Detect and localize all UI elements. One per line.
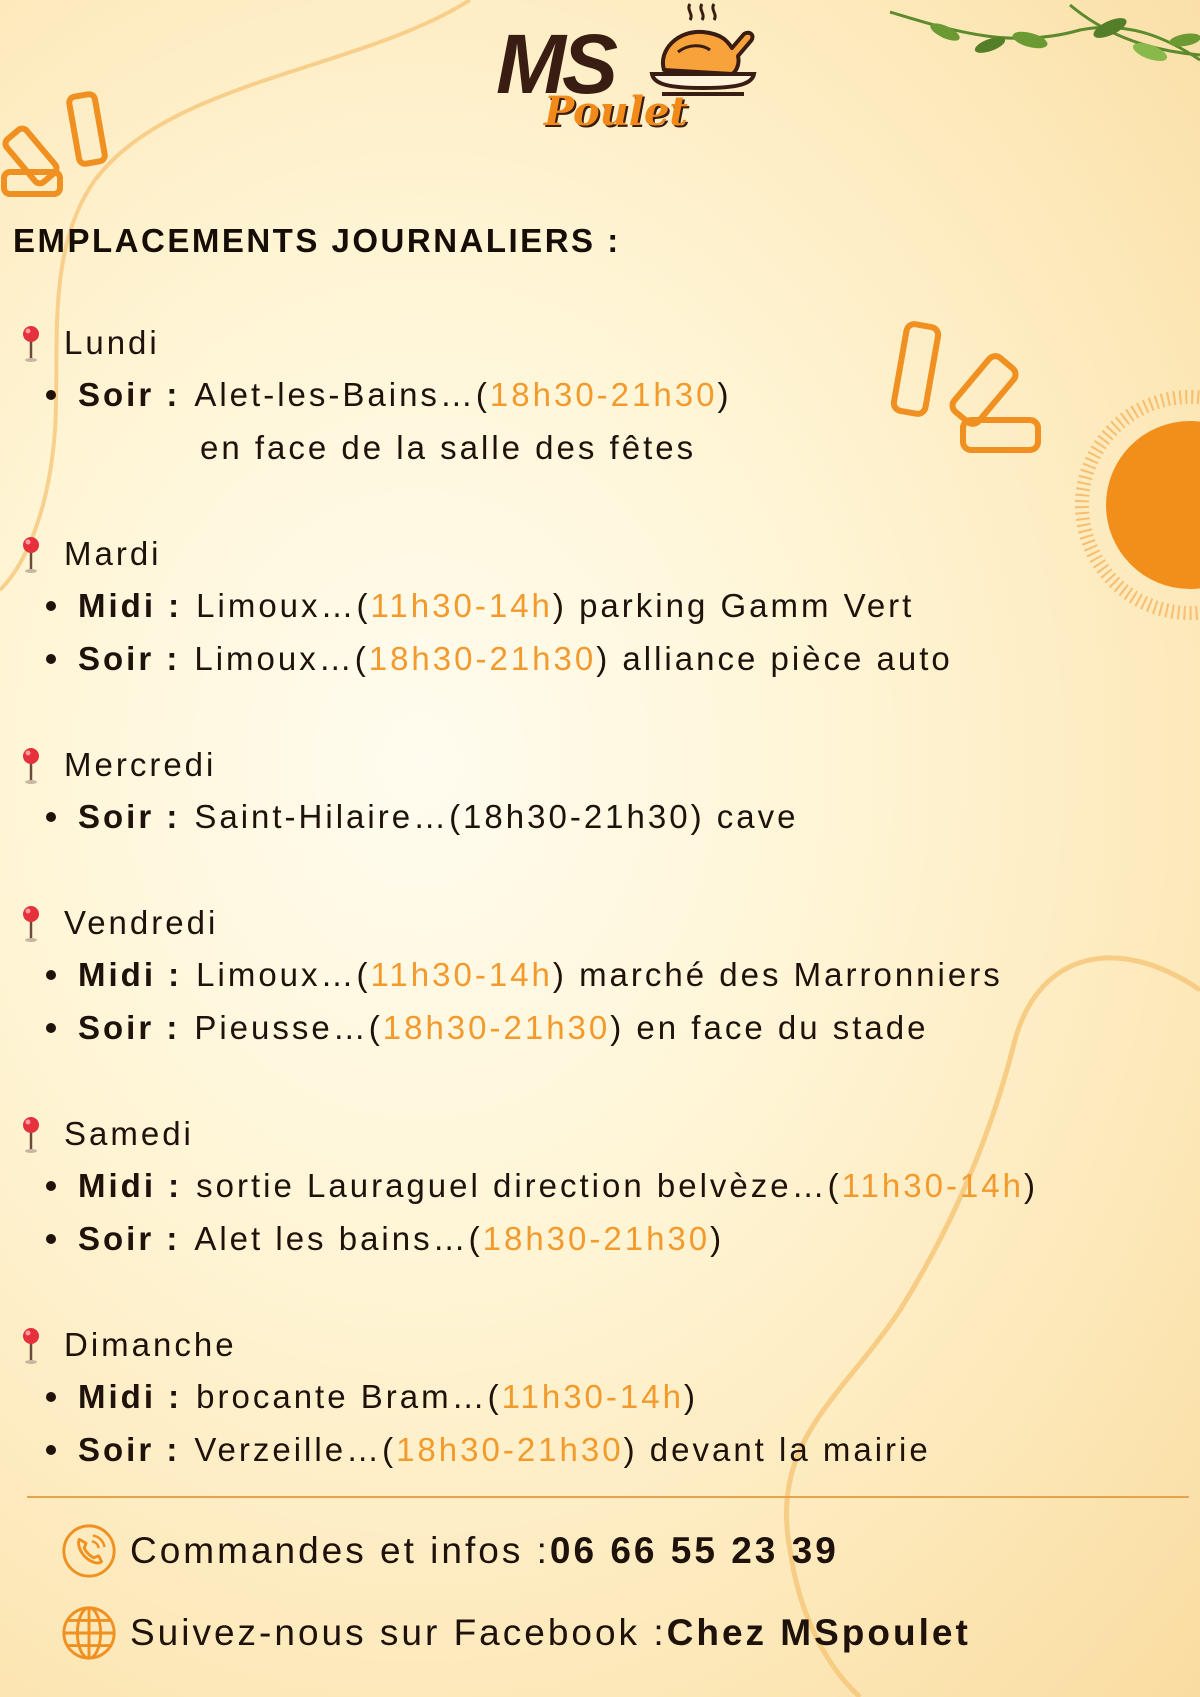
time-slot xyxy=(18,579,1178,632)
slot-hours: 18h30-21h30 xyxy=(396,1430,624,1468)
time-slot xyxy=(18,1423,1178,1476)
bullet xyxy=(46,1392,56,1402)
day-name: Lundi xyxy=(64,324,160,361)
day-2 xyxy=(18,740,1178,843)
map-pin-icon xyxy=(18,535,44,573)
slot-tail: ) devant la mairie xyxy=(623,1430,931,1468)
logo-ms: MS xyxy=(496,17,614,111)
map-pin-icon xyxy=(18,324,44,362)
day-1 xyxy=(18,529,1178,685)
map-pin-icon xyxy=(18,746,44,784)
slot-label: Soir : xyxy=(78,1430,181,1468)
facebook-label: Suivez-nous sur Facebook : xyxy=(130,1612,667,1653)
slot-label: Midi : xyxy=(78,955,183,993)
slot-label: Midi : xyxy=(78,1377,183,1415)
day-header xyxy=(18,898,1178,948)
slot-hours: 11h30-14h xyxy=(370,955,553,993)
bullet xyxy=(46,1181,56,1191)
logo-poulet: Poulet xyxy=(544,88,688,135)
slot-place: Limoux…( xyxy=(194,639,369,677)
slot-tail: ) alliance pièce auto xyxy=(596,639,953,677)
day-header xyxy=(18,318,1178,368)
roast-chicken-icon xyxy=(648,0,758,100)
slot-place: Saint-Hilaire…(18h30-21h30) cave xyxy=(194,797,799,835)
day-5 xyxy=(18,1320,1178,1476)
phone-icon xyxy=(60,1522,118,1580)
slot-place: brocante Bram…( xyxy=(196,1377,502,1415)
slot-label: Soir : xyxy=(78,1219,181,1257)
time-slot xyxy=(18,948,1178,1001)
day-header xyxy=(18,529,1178,579)
slot-tail: ) marché des Marronniers xyxy=(552,955,1003,993)
time-slot xyxy=(18,368,1178,421)
slot-label: Midi : xyxy=(78,586,183,624)
leaves-top-right xyxy=(890,5,1200,65)
slot-tail: ) xyxy=(717,375,732,413)
time-slot xyxy=(18,1212,1178,1265)
day-header xyxy=(18,1320,1178,1370)
day-header xyxy=(18,740,1178,790)
bullet xyxy=(46,601,56,611)
contact-facebook xyxy=(60,1603,971,1663)
slot-hours: 18h30-21h30 xyxy=(368,639,597,677)
bullet xyxy=(46,390,56,400)
day-3 xyxy=(18,898,1178,1054)
contact-phone xyxy=(60,1521,839,1581)
slot-place: Limoux…( xyxy=(196,586,371,624)
phone-number[interactable]: 06 66 55 23 39 xyxy=(549,1530,839,1571)
bullet xyxy=(46,812,56,822)
slot-place: Verzeille…( xyxy=(194,1430,397,1468)
day-name: Dimanche xyxy=(64,1326,237,1363)
slot-tail: ) xyxy=(683,1377,698,1415)
bullet xyxy=(46,1445,56,1455)
phone-label: Commandes et infos : xyxy=(130,1530,550,1571)
time-slot xyxy=(18,1370,1178,1423)
slot-hours: 11h30-14h xyxy=(370,586,553,624)
bullet xyxy=(46,1234,56,1244)
slot-extra: en face de la salle des fêtes xyxy=(200,428,697,466)
slot-label: Midi : xyxy=(78,1166,183,1204)
slot-hours: 18h30-21h30 xyxy=(489,375,718,413)
day-name: Mercredi xyxy=(64,746,217,783)
slot-place: Pieusse…( xyxy=(194,1008,383,1046)
time-slot xyxy=(18,632,1178,685)
time-slot xyxy=(18,790,1178,843)
day-4 xyxy=(18,1109,1178,1265)
day-name: Samedi xyxy=(64,1115,194,1152)
map-pin-icon xyxy=(18,1326,44,1364)
slot-tail: ) xyxy=(1024,1166,1038,1204)
slot-label: Soir : xyxy=(78,639,181,677)
slot-hours: 11h30-14h xyxy=(501,1377,684,1415)
logo xyxy=(490,0,770,150)
slot-place: sortie Lauraguel direction belvèze…( xyxy=(196,1166,842,1204)
slot-hours: 18h30-21h30 xyxy=(382,1008,611,1046)
slot-hours: 11h30-14h xyxy=(841,1166,1024,1204)
slot-label: Soir : xyxy=(78,1008,181,1046)
day-header xyxy=(18,1109,1178,1159)
slot-label: Soir : xyxy=(78,797,181,835)
map-pin-icon xyxy=(18,904,44,942)
day-name: Mardi xyxy=(64,535,162,572)
bullet xyxy=(46,654,56,664)
slot-place: Alet les bains…( xyxy=(194,1219,483,1257)
day-0 xyxy=(18,318,1178,474)
page-title: EMPLACEMENTS JOURNALIERS : xyxy=(13,222,621,259)
slot-place: Alet-les-Bains…( xyxy=(194,375,490,413)
map-pin-icon xyxy=(18,1115,44,1153)
day-name: Vendredi xyxy=(64,904,219,941)
divider xyxy=(27,1496,1189,1498)
bullet xyxy=(46,970,56,980)
facebook-page-link[interactable]: Chez MSpoulet xyxy=(666,1612,971,1653)
time-slot xyxy=(18,1159,1178,1212)
slot-tail: ) xyxy=(710,1219,725,1257)
slot-tail: ) en face du stade xyxy=(610,1008,929,1046)
slot-tail: ) parking Gamm Vert xyxy=(552,586,915,624)
slot-place: Limoux…( xyxy=(196,955,371,993)
slot-label: Soir : xyxy=(78,375,181,413)
time-slot xyxy=(18,1001,1178,1054)
sparkle-top-left xyxy=(3,93,106,194)
slot-hours: 18h30-21h30 xyxy=(482,1219,711,1257)
globe-icon xyxy=(60,1604,118,1662)
bullet xyxy=(46,1023,56,1033)
